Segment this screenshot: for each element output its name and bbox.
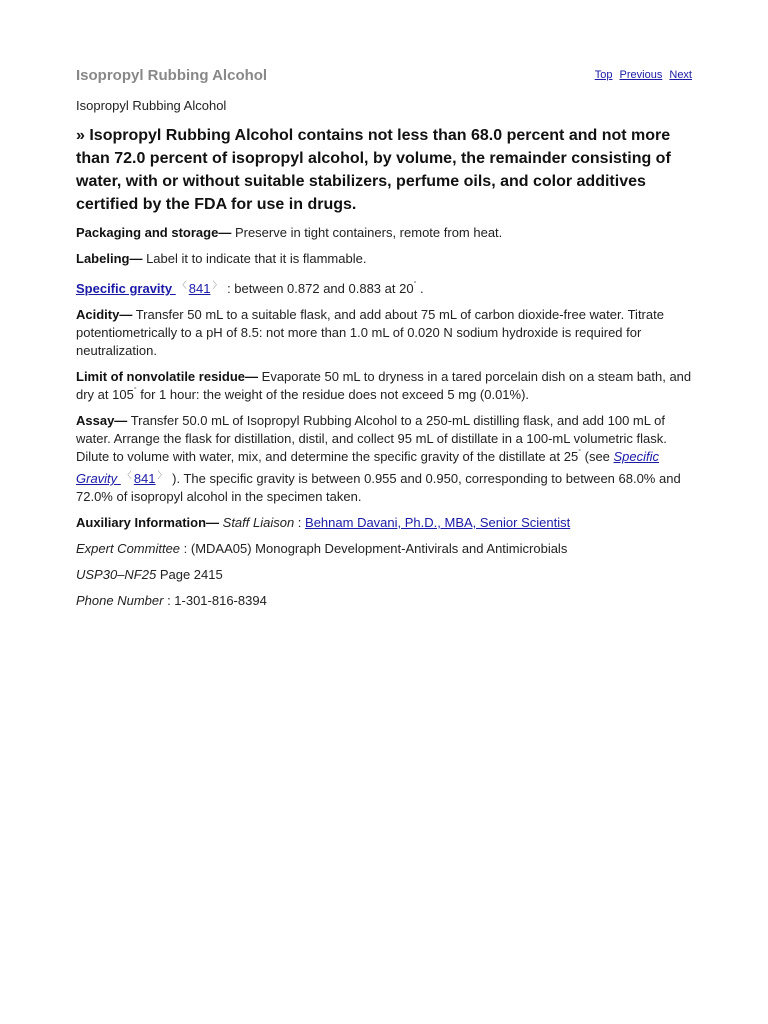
acidity-label: Acidity—: [76, 307, 133, 322]
acidity-section: [76, 306, 692, 360]
brace-close-icon: 〉: [212, 280, 222, 290]
page-nav: [591, 68, 692, 82]
labeling-section: [76, 250, 692, 268]
usp-text: Page 2415: [156, 567, 223, 582]
specific-gravity-end: .: [416, 281, 424, 296]
chapter-841-link[interactable]: 841: [188, 281, 211, 296]
packaging-text: Preserve in tight containers, remote from heat.: [231, 225, 503, 240]
degree-symbol: °: [413, 281, 417, 288]
residue-label: Limit of nonvolatile residue—: [76, 369, 259, 384]
labeling-label: Labeling—: [76, 251, 143, 266]
auxiliary-label: Auxiliary Information—: [76, 515, 220, 530]
nav-previous-link[interactable]: Previous: [619, 69, 663, 81]
assay-text-1: Transfer 50.0 mL of Isopropyl Rubbing Alcohol to a 250-mL distilling flask, and add 100 mL of water. Arrange the flask for distillation, distil, and collect 95 mL of distillate in a 100-mL volumetric flask. Dilute to volume with water, mix, and determine the specific gravity of the distillate at 25: [76, 413, 667, 464]
auxiliary-section: [76, 514, 692, 532]
monograph-definition: » Isopropyl Rubbing Alcohol contains not less than 68.0 percent and not more than 72.0 percent of isopropyl alcohol, by volume, the remainder consisting of water, with or without suitable stabilizers, perfume oils, and color additives certified by the FDA for use in drugs.: [76, 127, 671, 213]
residue-text-1: Evaporate 50 mL to dryness in a tared porcelain dish on a steam bath, and dry at 105: [76, 369, 692, 402]
residue-section: [76, 368, 692, 404]
labeling-text: Label it to indicate that it is flammable.: [142, 251, 367, 266]
staff-liaison-sep: :: [294, 515, 306, 530]
assay-text-3: ). The specific gravity is between 0.955 and 0.950, corresponding to between 68.0% and 72.0% of isopropyl alcohol in the specimen taken.: [76, 471, 681, 504]
staff-liaison-link[interactable]: Behnam Davani, Ph.D., MBA, Senior Scientist: [305, 515, 571, 530]
brace-close-icon: 〉: [157, 470, 167, 480]
assay-specific-gravity-link-text: Specific Gravity: [76, 449, 660, 486]
staff-liaison-label: Staff Liaison: [219, 515, 295, 530]
phone-label: Phone Number: [76, 593, 164, 608]
packaging-label: Packaging and storage—: [76, 225, 232, 240]
expert-committee-label: Expert Committee: [76, 541, 181, 556]
expert-committee-section: [76, 540, 692, 558]
residue-text-2: for 1 hour: the weight of the residue does not exceed 5 mg (0.01%).: [136, 387, 530, 402]
nav-top-link[interactable]: Top: [594, 69, 613, 81]
assay-label: Assay—: [76, 413, 128, 428]
brace-open-icon: 〈: [122, 470, 132, 480]
specific-gravity-text: : between 0.872 and 0.883 at 20: [223, 281, 414, 296]
phone-text: : 1-301-816-8394: [163, 593, 267, 608]
phone-section: [76, 592, 692, 610]
monograph-subtitle: Isopropyl Rubbing Alcohol: [76, 98, 227, 113]
page-title: Isopropyl Rubbing Alcohol: [76, 67, 268, 84]
assay-section: [76, 412, 692, 506]
expert-committee-text: : (MDAA05) Monograph Development-Antivirals and Antimicrobials: [180, 541, 568, 556]
brace-open-icon: 〈: [177, 280, 187, 290]
assay-text-2: (see: [581, 449, 614, 464]
degree-symbol: °: [578, 449, 581, 456]
assay-chapter-841-link[interactable]: 841: [133, 471, 156, 486]
specific-gravity-section: [76, 276, 692, 298]
monograph-page: [76, 0, 692, 618]
usp-page-section: [76, 566, 692, 584]
page-header: [76, 0, 692, 94]
usp-label: USP30–NF25: [76, 567, 157, 582]
nav-next-link[interactable]: Next: [669, 69, 692, 81]
packaging-section: [76, 224, 692, 242]
specific-gravity-link[interactable]: Specific gravity: [76, 281, 176, 296]
degree-symbol: °: [133, 387, 137, 394]
acidity-text: Transfer 50 mL to a suitable flask, and add about 75 mL of carbon dioxide-free water. Titrate potentiometrically to a pH of 8.5: not more than 1.0 mL of 0.020 N sodium hydroxide is required for neutralization.: [76, 307, 664, 358]
